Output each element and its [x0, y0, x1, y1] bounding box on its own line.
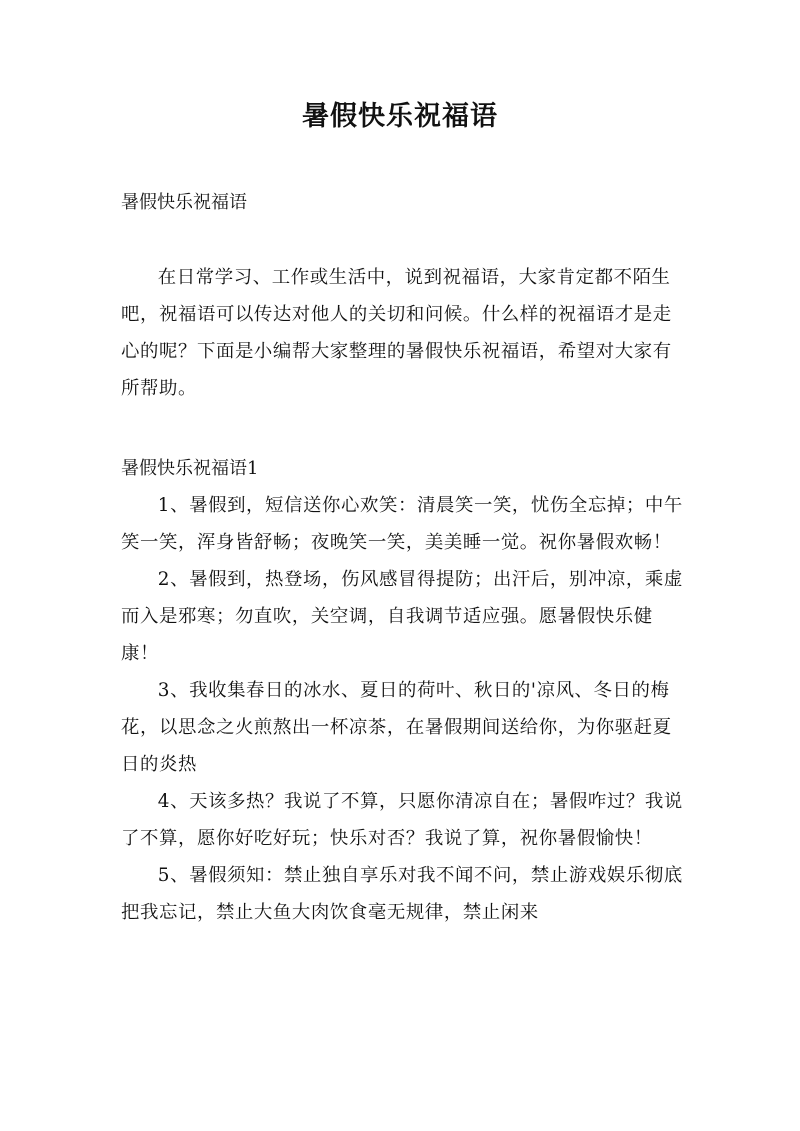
list-item: 1、暑假到，短信送你心欢笑：清晨笑一笑，忧伤全忘掉；中午笑一笑，浑身皆舒畅；夜晚笑一笑，美美睡一觉。祝你暑假欢畅！ — [121, 495, 683, 553]
section-heading: 暑假快乐祝福语1 — [121, 458, 259, 479]
document-subtitle: 暑假快乐祝福语 — [121, 192, 247, 213]
list-item: 2、暑假到，热登场，伤风感冒得提防；出汗后，别冲凉，乘虚而入是邪寒；勿直吹，关空调，自我调节适应强。愿暑假快乐健康！ — [121, 569, 683, 664]
list-item: 3、我收集春日的冰水、夏日的荷叶、秋日的'凉风、冬日的梅花，以思念之火煎熬出一杯凉茶，在暑假期间送给你，为你驱赶夏日的炎热 — [121, 680, 672, 775]
list-item: 5、暑假须知：禁止独自享乐对我不闻不问，禁止游戏娱乐彻底把我忘记，禁止大鱼大肉饮食毫无规律，禁止闲来 — [121, 865, 683, 923]
intro-paragraph: 在日常学习、工作或生活中，说到祝福语，大家肯定都不陌生吧，祝福语可以传达对他人的关切和问候。什么样的祝福语才是走心的呢？下面是小编帮大家整理的暑假快乐祝福语，希望对大家有所帮助。 — [121, 267, 672, 399]
intro-block — [121, 259, 685, 407]
blessing-list — [121, 487, 685, 931]
list-item: 4、天该多热？我说了不算，只愿你清凉自在；暑假咋过？我说了不算，愿你好吃好玩；快乐对否？我说了算，祝你暑假愉快！ — [121, 791, 683, 849]
document-title: 暑假快乐祝福语 — [302, 101, 498, 132]
